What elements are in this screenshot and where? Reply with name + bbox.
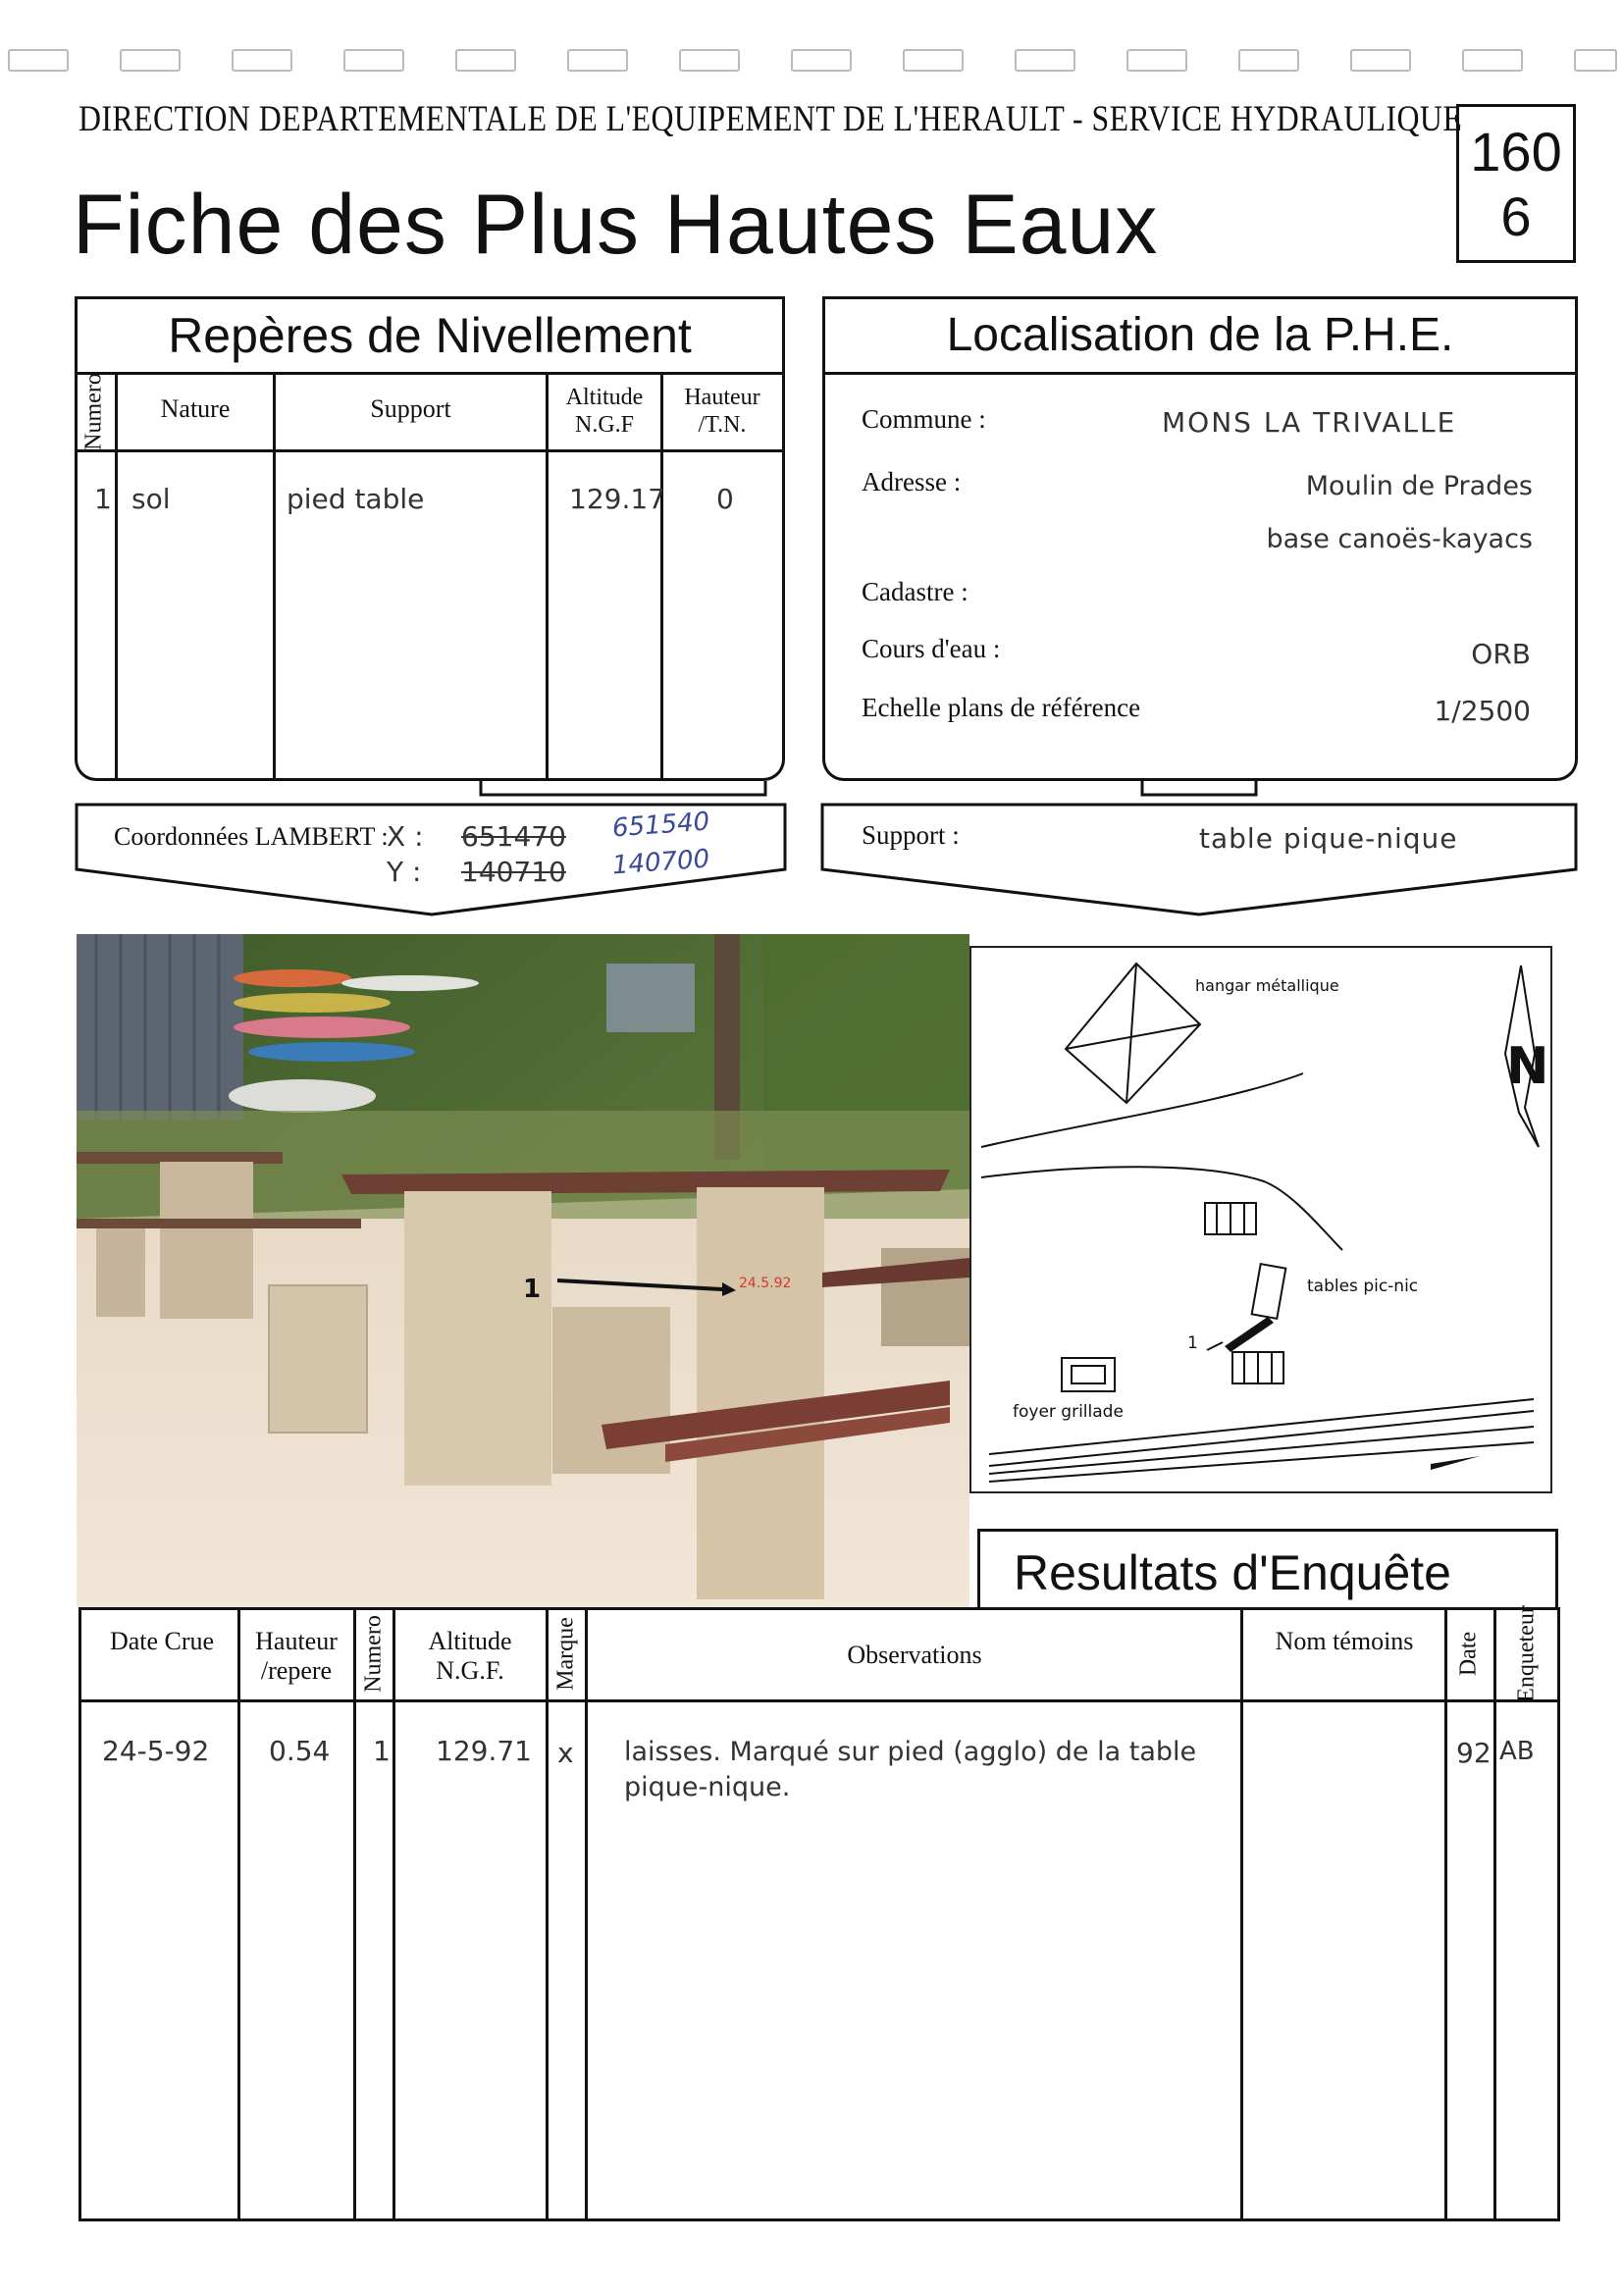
col-marque-header: Marque (552, 1617, 579, 1691)
col-hauteur-repere-header: Hauteur /repere (255, 1627, 338, 1685)
row-altitude: 129.71 (436, 1735, 532, 1767)
reference-box (1456, 104, 1576, 263)
resultats-title: Resultats d'Enquête (977, 1529, 1558, 1609)
punch-hole (455, 49, 516, 72)
cours-label: Cours d'eau : (862, 634, 1001, 663)
reperes-row-altitude: 129.17 (569, 483, 665, 515)
adresse-label: Adresse : (862, 467, 962, 496)
agency-heading: DIRECTION DEPARTEMENTALE DE L'EQUIPEMENT DE L'HERAULT - SERVICE HYDRAULIQUE (79, 99, 1463, 139)
col-divider (353, 1607, 356, 2221)
support-value: table pique-nique (1199, 822, 1458, 855)
support-label: Support : (862, 820, 960, 850)
col-divider (585, 1607, 588, 2221)
punch-hole (679, 49, 740, 72)
row-date: 92 (1456, 1737, 1492, 1769)
col-nom-temoins-header: Nom témoins (1275, 1627, 1414, 1655)
map-label-tables: tables pic-nic (1307, 1277, 1419, 1296)
situation-map-drawing (969, 946, 1552, 1493)
punch-hole (8, 49, 69, 72)
map-label-foyer: foyer grillade (1013, 1402, 1124, 1422)
row-hauteur-repere: 0.54 (269, 1735, 331, 1767)
row-numero: 1 (373, 1735, 391, 1767)
row-enqueteur: AB (1499, 1737, 1535, 1766)
col-numero-header: Numero (360, 1615, 387, 1693)
x-old-value: 651470 (461, 820, 566, 853)
punch-hole (1238, 49, 1299, 72)
reperes-row-numero: 1 (94, 483, 112, 515)
commune-value: MONS LA TRIVALLE (1162, 406, 1457, 439)
x-label: X : (387, 820, 424, 853)
punch-hole (232, 49, 292, 72)
y-label: Y : (387, 856, 422, 888)
row-marque: x (557, 1737, 574, 1769)
col-observations-header: Observations (847, 1641, 982, 1669)
echelle-value: 1/2500 (1434, 695, 1531, 727)
punch-hole (120, 49, 181, 72)
col-divider (546, 375, 549, 781)
row-date-crue: 24-5-92 (102, 1735, 210, 1767)
y-new-value: 140700 (611, 844, 711, 881)
row-observations-line2: pique-nique. (624, 1772, 791, 1802)
ref-sub: 6 (1500, 185, 1532, 247)
col-divider (115, 375, 118, 781)
col-divider (237, 1607, 240, 2221)
col-divider (1444, 1607, 1447, 2221)
col-nature-header: Nature (160, 394, 231, 423)
col-altitude-header: Altitude N.G.F. (428, 1627, 512, 1685)
photo-marker-number: 1 (523, 1275, 542, 1304)
punch-hole (343, 49, 404, 72)
reperes-header-divider (75, 449, 785, 452)
commune-label: Commune : (862, 404, 986, 434)
localisation-title: Localisation de la P.H.E. (822, 296, 1578, 375)
echelle-label: Echelle plans de référence (862, 693, 1141, 722)
col-divider (660, 375, 663, 781)
col-enqueteur-header: Enqueteur (1513, 1605, 1540, 1702)
punch-hole (791, 49, 852, 72)
site-photo (77, 934, 969, 1607)
punch-hole (1574, 49, 1617, 72)
resultats-header-divider (79, 1699, 1560, 1702)
adresse-line2: base canoës-kayacs (1266, 524, 1533, 554)
col-hauteur-header: Hauteur /T.N. (684, 385, 760, 438)
punch-hole (1015, 49, 1075, 72)
col-date-crue-header: Date Crue (109, 1627, 215, 1655)
reperes-row-hauteur: 0 (716, 483, 734, 515)
col-date-header: Date (1455, 1631, 1482, 1677)
map-label-hangar: hangar métallique (1195, 976, 1339, 995)
punch-hole (1350, 49, 1411, 72)
col-divider (1493, 1607, 1496, 2221)
punch-hole (1126, 49, 1187, 72)
col-divider (1240, 1607, 1243, 2221)
punch-hole (567, 49, 628, 72)
photo-flood-mark: 24.5.92 (739, 1276, 792, 1291)
cours-value: ORB (1471, 638, 1531, 670)
adresse-line1: Moulin de Prades (1305, 471, 1533, 501)
col-numero-header: Numero (80, 373, 107, 450)
reperes-title: Repères de Nivellement (75, 296, 785, 375)
col-divider (273, 375, 276, 781)
col-divider (393, 1607, 395, 2221)
x-new-value: 651540 (611, 807, 711, 844)
north-icon: N (1506, 1037, 1549, 1096)
punch-hole (1462, 49, 1523, 72)
y-old-value: 140710 (461, 856, 566, 888)
col-altitude-header: Altitude N.G.F (565, 385, 644, 438)
row-observations-line1: laisses. Marqué sur pied (agglo) de la table (624, 1737, 1197, 1767)
col-support-header: Support (370, 394, 451, 423)
reperes-row-nature: sol (131, 483, 171, 515)
cadastre-label: Cadastre : (862, 577, 969, 606)
map-marker-number: 1 (1187, 1333, 1198, 1353)
punch-hole (903, 49, 964, 72)
col-divider (546, 1607, 549, 2221)
page-title: Fiche des Plus Hautes Eaux (73, 178, 1159, 272)
reperes-row-support: pied table (287, 483, 425, 515)
ref-number: 160 (1470, 121, 1562, 183)
coordonnees-label: Coordonnées LAMBERT : (114, 822, 389, 851)
